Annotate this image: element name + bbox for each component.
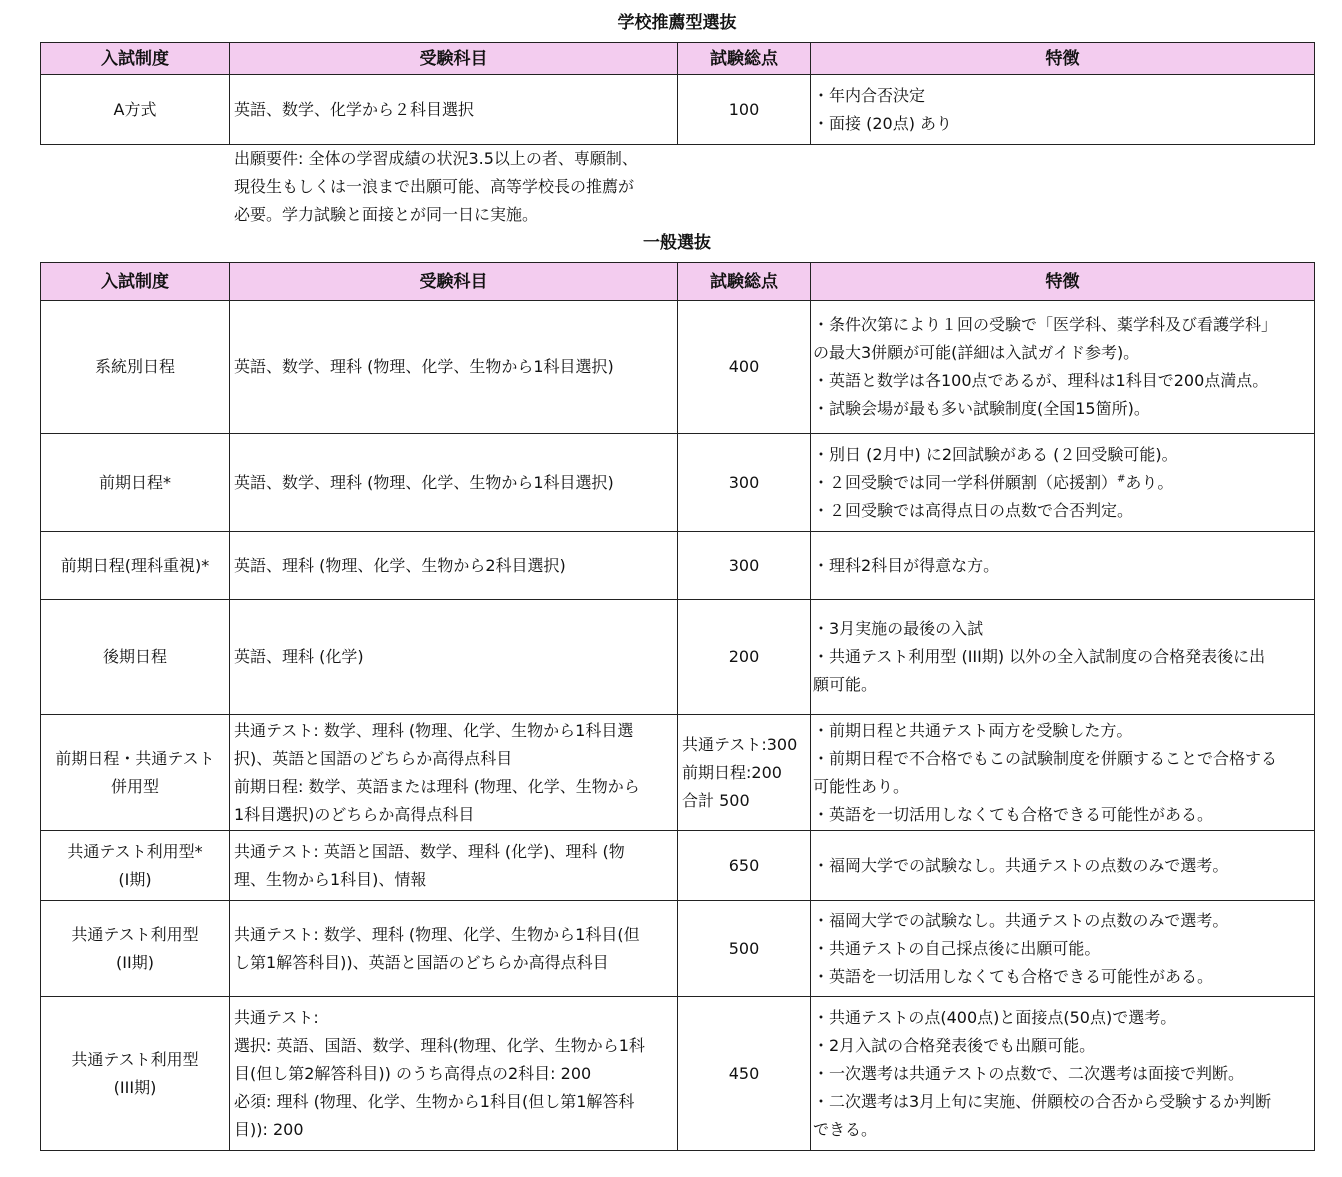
features-cell: ・共通テストの点(400点)と面接点(50点)で選考。 ・2月入試の合格発表後でも出願可能。 ・一次選考は共通テストの点数で、二次選考は面接で判断。 ・二次選考は3月上旬に実施、併願校の合否から受験するか判断 できる。	[811, 997, 1315, 1151]
score-cell: 500	[678, 901, 811, 997]
score-cell: 450	[678, 997, 811, 1151]
header-subjects: 受験科目	[230, 43, 678, 75]
features-cell: ・福岡大学での試験なし。共通テストの点数のみで選考。	[811, 831, 1315, 901]
method-cell: 共通テスト利用型 (III期)	[41, 997, 230, 1151]
subjects-cell: 共通テスト: 選択: 英語、国語、数学、理科(物理、化学、生物から1科 目(但し第2解答科目)) のうち高得点の2科目: 200 必須: 理科 (物理、化学、生物から1科目(但し第1解答科 目)): 200	[230, 997, 678, 1151]
table-row	[41, 901, 1315, 997]
table-header-row	[41, 263, 1315, 301]
general-title: 一般選抜	[643, 233, 711, 253]
header-method: 入試制度	[41, 43, 230, 75]
score-cell: 200	[678, 600, 811, 715]
table-row	[41, 600, 1315, 715]
table-header-row	[41, 43, 1315, 75]
features-cell: ・前期日程と共通テスト両方を受験した方。 ・前期日程で不合格でもこの試験制度を併願することで合格する 可能性あり。 ・英語を一切活用しなくても合格できる可能性がある。	[811, 715, 1315, 831]
features-cell: ・年内合否決定 ・面接 (20点) あり	[811, 75, 1315, 145]
subjects-cell: 英語、理科 (化学)	[230, 600, 678, 715]
recommendation-table	[40, 42, 1315, 145]
features-cell: ・別日 (2月中) に2回試験がある (２回受験可能)。 ・２回受験では同一学科併願割（応援割）#あり。 ・２回受験では高得点日の点数で合否判定。	[811, 434, 1315, 532]
table-row	[41, 434, 1315, 532]
header-score: 試験総点	[678, 43, 811, 75]
recommendation-title: 学校推薦型選抜	[617, 13, 737, 33]
score-cell: 650	[678, 831, 811, 901]
subjects-cell: 共通テスト: 数学、理科 (物理、化学、生物から1科目選 択)、英語と国語のどちらか高得点科目 前期日程: 数学、英語または理科 (物理、化学、生物から 1科目選択)のどちらか高得点科目	[230, 715, 678, 831]
table-row	[41, 831, 1315, 901]
features-cell: ・条件次第により１回の受験で「医学科、薬学科及び看護学科」 の最大3併願が可能(詳細は入試ガイド参考)。 ・英語と数学は各100点であるが、理科は1科目で200点満点。 ・試験会場が最も多い試験制度(全国15箇所)。	[811, 301, 1315, 434]
score-cell: 300	[678, 532, 811, 600]
table-row	[41, 75, 1315, 145]
table-row	[41, 997, 1315, 1151]
method-cell: 系統別日程	[41, 301, 230, 434]
method-cell: A方式	[41, 75, 230, 145]
subjects-cell: 英語、数学、化学から２科目選択	[230, 75, 678, 145]
method-cell: 後期日程	[41, 600, 230, 715]
score-cell: 400	[678, 301, 811, 434]
subjects-cell: 共通テスト: 英語と国語、数学、理科 (化学)、理科 (物 理、生物から1科目)、情報	[230, 831, 678, 901]
score-cell: 300	[678, 434, 811, 532]
table-row	[41, 532, 1315, 600]
header-subjects: 受験科目	[230, 263, 678, 301]
method-cell: 前期日程・共通テスト 併用型	[41, 715, 230, 831]
subjects-cell: 英語、数学、理科 (物理、化学、生物から1科目選択)	[230, 434, 678, 532]
application-requirements-note: 出願要件: 全体の学習成績の状況3.5以上の者、専願制、 現役生もしくは一浪まで出願可能、高等学校長の推薦が 必要。学力試験と面接とが同一日に実施。	[234, 149, 638, 224]
table-row	[41, 301, 1315, 434]
subjects-cell: 共通テスト: 数学、理科 (物理、化学、生物から1科目(但 し第1解答科目))、英語と国語のどちらか高得点科目	[230, 901, 678, 997]
subjects-cell: 英語、数学、理科 (物理、化学、生物から1科目選択)	[230, 301, 678, 434]
method-cell: 共通テスト利用型 (II期)	[41, 901, 230, 997]
general-table	[40, 262, 1315, 1151]
subjects-cell: 英語、理科 (物理、化学、生物から2科目選択)	[230, 532, 678, 600]
features-cell: ・理科2科目が得意な方。	[811, 532, 1315, 600]
features-cell: ・3月実施の最後の入試 ・共通テスト利用型 (III期) 以外の全入試制度の合格発表後に出 願可能。	[811, 600, 1315, 715]
score-cell: 共通テスト:300 前期日程:200 合計 500	[678, 715, 811, 831]
header-score: 試験総点	[678, 263, 811, 301]
features-cell: ・福岡大学での試験なし。共通テストの点数のみで選考。 ・共通テストの自己採点後に出願可能。 ・英語を一切活用しなくても合格できる可能性がある。	[811, 901, 1315, 997]
method-cell: 前期日程*	[41, 434, 230, 532]
header-features: 特徴	[811, 43, 1315, 75]
method-cell: 前期日程(理科重視)*	[41, 532, 230, 600]
score-cell: 100	[678, 75, 811, 145]
header-method: 入試制度	[41, 263, 230, 301]
table-row	[41, 715, 1315, 831]
header-features: 特徴	[811, 263, 1315, 301]
method-cell: 共通テスト利用型* (I期)	[41, 831, 230, 901]
superscript-mark: #	[1117, 473, 1126, 485]
